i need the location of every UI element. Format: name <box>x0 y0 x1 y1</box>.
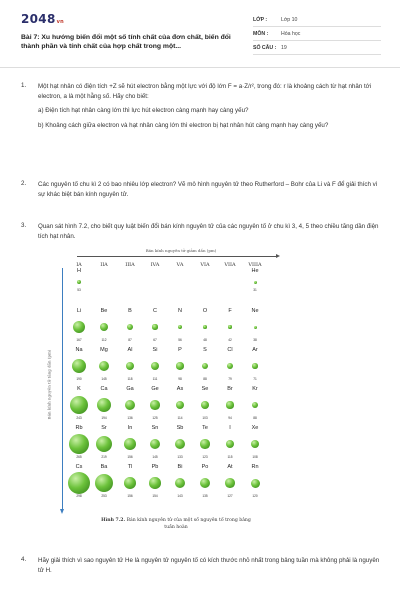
radius-value: 53 <box>77 288 81 292</box>
caption-text: Bán kính nguyên tử của một số nguyên tố trong bảng tuần hoàn <box>126 518 251 530</box>
atomic-radius-figure <box>41 244 285 540</box>
radius-value: 31 <box>253 288 257 292</box>
element-symbol: Ne <box>251 308 259 314</box>
element-symbol: Ge <box>151 386 159 392</box>
radius-value: 219 <box>101 455 107 459</box>
element-symbol: Cs <box>75 464 83 470</box>
question-number: 4. <box>21 556 27 563</box>
atom-sphere-icon <box>73 321 86 334</box>
meta-value: Lớp 10 <box>281 16 298 23</box>
element-symbol: I <box>229 425 231 431</box>
element-symbol: H <box>77 268 81 274</box>
element-symbol: As <box>176 386 184 392</box>
element-symbol: N <box>178 308 182 314</box>
group-label: IVA <box>150 262 160 268</box>
lesson-meta <box>253 13 381 55</box>
radius-value: 79 <box>228 377 232 381</box>
radius-value: 118 <box>127 377 133 381</box>
atom-sphere-icon <box>252 402 259 409</box>
atom-sphere-icon <box>176 401 185 410</box>
brand-name: 2048 <box>21 12 56 26</box>
radius-value: 88 <box>253 416 257 420</box>
radius-value: 120 <box>252 494 258 498</box>
radius-value: 94 <box>228 416 232 420</box>
meta-key: MÔN : <box>253 30 269 37</box>
element-symbol: In <box>127 425 133 431</box>
atom-sphere-icon <box>77 280 81 284</box>
element-symbol: Ar <box>252 347 258 353</box>
atom-sphere-icon <box>254 281 257 284</box>
radius-value: 265 <box>76 455 82 459</box>
atom-sphere-icon <box>100 323 108 331</box>
atom-sphere-icon <box>202 363 209 370</box>
meta-row-question-count <box>253 41 381 55</box>
radius-value: 298 <box>76 494 82 498</box>
radius-value: 42 <box>228 338 232 342</box>
radius-value: 143 <box>177 494 183 498</box>
group-label: VA <box>176 262 184 268</box>
atom-sphere-icon <box>225 478 235 488</box>
meta-key: SỐ CÂU : <box>253 44 277 51</box>
atom-sphere-icon <box>151 362 159 370</box>
atom-sphere-icon <box>95 474 114 493</box>
atom-sphere-icon <box>97 398 112 413</box>
radius-value: 136 <box>127 416 133 420</box>
atom-sphere-icon <box>124 438 136 450</box>
element-symbol: He <box>251 268 259 274</box>
element-symbol: Bi <box>177 464 183 470</box>
atom-sphere-icon <box>127 324 134 331</box>
atom-sphere-icon <box>175 478 186 489</box>
atom-sphere-icon <box>252 363 257 368</box>
radius-value: 108 <box>252 455 258 459</box>
atom-sphere-icon <box>226 401 233 408</box>
radius-value: 243 <box>76 416 82 420</box>
radius-value: 167 <box>76 338 82 342</box>
figure-side-label: Bán kính nguyên tử tăng dần (pm) <box>46 349 52 420</box>
radius-value: 133 <box>177 455 183 459</box>
atom-sphere-icon <box>70 396 88 414</box>
radius-value: 194 <box>101 416 107 420</box>
atom-sphere-icon <box>152 324 157 329</box>
question-4 <box>21 556 381 580</box>
brand-suffix: vn <box>56 19 65 25</box>
radius-value: 156 <box>127 494 133 498</box>
figure-caption <box>101 518 251 531</box>
question-number: 1. <box>21 82 27 89</box>
element-symbol: Si <box>152 347 158 353</box>
radius-value: 103 <box>202 416 208 420</box>
site-logo[interactable] <box>21 12 64 26</box>
element-symbol: P <box>178 347 182 353</box>
atom-sphere-icon <box>200 439 209 448</box>
atom-sphere-icon <box>203 325 207 329</box>
atom-sphere-icon <box>175 439 185 449</box>
group-label: VIA <box>200 262 210 268</box>
element-symbol: O <box>202 308 208 314</box>
arrow-down-icon <box>62 268 63 510</box>
radius-value: 127 <box>227 494 233 498</box>
element-symbol: Po <box>201 464 209 470</box>
radius-value: 88 <box>203 377 207 381</box>
element-symbol: Sr <box>101 425 107 431</box>
element-symbol: Rb <box>75 425 83 431</box>
atom-sphere-icon <box>99 361 110 372</box>
atom-sphere-icon <box>200 478 210 488</box>
element-symbol: Sn <box>151 425 159 431</box>
atom-sphere-icon <box>150 400 159 409</box>
element-symbol: Ba <box>100 464 108 470</box>
radius-value: 190 <box>76 377 82 381</box>
question-text: Quan sát hình 7.2, cho biết quy luật biến đổi bán kính nguyên tử của các nguyên tố ở chu kì 3, 4, 5 theo chiều tăng dần điện tích hạt nhân. <box>38 223 379 240</box>
atom-sphere-icon <box>251 479 260 488</box>
lesson-title: Bài 7: Xu hướng biến đổi một số tính chất của đơn chất, biến đổi thành phần và tính chất của hợp chất trong một... <box>21 34 231 51</box>
element-symbol: F <box>228 308 232 314</box>
radius-value: 56 <box>178 338 182 342</box>
radius-value: 145 <box>101 377 107 381</box>
meta-value: Hóa học <box>281 30 301 37</box>
question-part-a: a) Điện tích hạt nhân càng lớn thì lực hút electron càng mạnh hay càng yếu? <box>38 107 249 115</box>
question-3 <box>21 222 381 246</box>
element-symbol: Mg <box>100 347 108 353</box>
element-symbol: Ca <box>100 386 108 392</box>
atom-sphere-icon <box>176 362 183 369</box>
element-symbol: Se <box>201 386 209 392</box>
element-symbol: Rn <box>251 464 259 470</box>
atom-sphere-icon <box>178 325 182 329</box>
atom-sphere-icon <box>72 359 86 373</box>
element-symbol: At <box>227 464 233 470</box>
radius-value: 38 <box>253 338 257 342</box>
element-symbol: Al <box>127 347 133 353</box>
radius-value: 71 <box>253 377 257 381</box>
atom-sphere-icon <box>124 477 136 489</box>
atom-sphere-icon <box>69 434 89 454</box>
element-symbol: S <box>203 347 207 353</box>
element-symbol: Kr <box>252 386 258 392</box>
radius-value: 114 <box>177 416 183 420</box>
figure-top-label: Bán kính nguyên tử giảm dần (pm) <box>145 248 217 253</box>
radius-value: 115 <box>227 455 233 459</box>
element-symbol: Na <box>75 347 83 353</box>
element-symbol: Tl <box>127 464 133 470</box>
atom-sphere-icon <box>149 477 161 489</box>
caption-label: Hình 7.2. <box>101 518 126 523</box>
element-symbol: Li <box>76 308 82 314</box>
element-symbol: Sb <box>176 425 184 431</box>
atom-sphere-icon <box>254 326 257 329</box>
element-symbol: Ga <box>126 386 134 392</box>
atom-sphere-icon <box>227 363 233 369</box>
meta-key: LỚP : <box>253 16 268 23</box>
question-text: Một hạt nhân có điện tích +Z sẽ hút electron bằng một lực với độ lớn F = a·Z/r², trong đó: r là khoảng cách từ hạt nhân tới electron, a là một hằng số. Hãy cho biết: <box>38 83 372 100</box>
atom-sphere-icon <box>150 439 161 450</box>
meta-value: 19 <box>281 44 287 51</box>
question-number: 2. <box>21 180 27 187</box>
radius-value: 125 <box>152 416 158 420</box>
atom-sphere-icon <box>96 436 112 452</box>
group-label: VIIIA <box>248 262 262 268</box>
element-symbol: Be <box>100 308 108 314</box>
radius-value: 111 <box>152 377 158 381</box>
arrow-right-icon <box>77 256 277 257</box>
question-text: Các nguyên tố chu kì 2 có bao nhiêu lớp electron? Vẽ mô hình nguyên tử theo Rutherford – Bohr của Li và F để giải thích vì sự khác biệt bán kính nguyên tử. <box>38 181 378 198</box>
radius-value: 98 <box>178 377 182 381</box>
atom-sphere-icon <box>125 400 135 410</box>
element-symbol: Br <box>227 386 233 392</box>
question-part-b: b) Khoảng cách giữa electron và hạt nhân càng lớn thì electron bị hạt nhân hút càng mạnh hay càng yếu? <box>38 121 329 129</box>
element-symbol: B <box>128 308 132 314</box>
radius-value: 145 <box>152 455 158 459</box>
question-1 <box>21 82 381 135</box>
atom-sphere-icon <box>226 440 235 449</box>
radius-value: 253 <box>101 494 107 498</box>
radius-value: 112 <box>101 338 107 342</box>
atom-sphere-icon <box>228 325 231 328</box>
element-symbol: Cl <box>227 347 233 353</box>
radius-value: 87 <box>128 338 132 342</box>
question-text: Hãy giải thích vì sao nguyên tử He là nguyên tử nguyên tố có kích thước nhỏ nhất trong bảng tuần mà không phải là nguyên tử H. <box>38 557 380 574</box>
atom-sphere-icon <box>201 401 209 409</box>
radius-value: 48 <box>203 338 207 342</box>
group-label: IIIA <box>125 262 135 268</box>
question-2 <box>21 180 381 204</box>
atom-sphere-icon <box>68 472 90 494</box>
element-symbol: K <box>77 386 81 392</box>
element-symbol: Xe <box>251 425 259 431</box>
group-label: IIA <box>100 262 108 268</box>
meta-row-class <box>253 13 381 27</box>
page-header <box>0 0 400 68</box>
question-number: 3. <box>21 222 27 229</box>
element-symbol: Te <box>202 425 208 431</box>
group-label: VIIA <box>224 262 236 268</box>
element-symbol: C <box>153 308 157 314</box>
atom-sphere-icon <box>251 440 259 448</box>
radius-value: 123 <box>202 455 208 459</box>
radius-value: 154 <box>152 494 158 498</box>
radius-value: 156 <box>127 455 133 459</box>
group-label: IA <box>76 262 82 268</box>
element-symbol: Pb <box>151 464 159 470</box>
meta-row-subject <box>253 27 381 41</box>
radius-value: 67 <box>153 338 157 342</box>
atom-sphere-icon <box>126 362 135 371</box>
radius-value: 135 <box>202 494 208 498</box>
